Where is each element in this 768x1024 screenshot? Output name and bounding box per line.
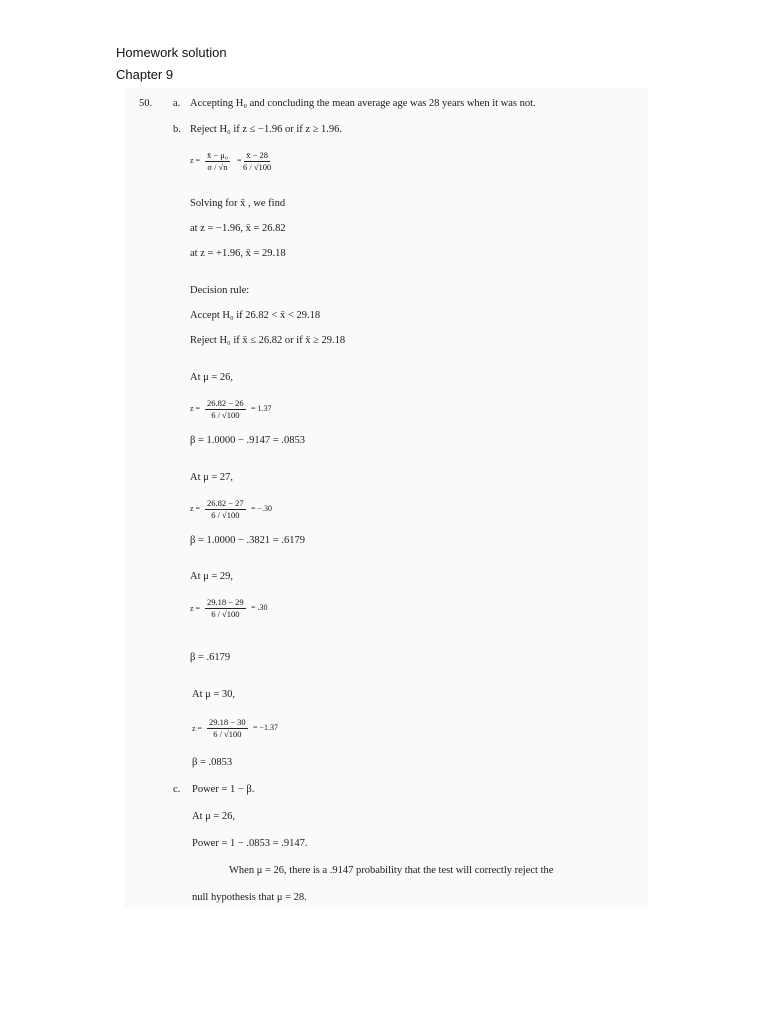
- critical-value-low: at z = −1.96, x̄ = 26.82: [190, 223, 286, 234]
- mu30-beta: β = .0853: [192, 757, 233, 768]
- fraction-numerator: 29.18 − 29: [207, 597, 244, 607]
- part-a-text: Accepting H₀ and concluding the mean average age was 28 years when it was not.: [190, 98, 536, 109]
- mu29-z-result: = .30: [251, 603, 268, 612]
- mu29-z-lhs: z =: [190, 604, 201, 613]
- fraction-denominator: σ / √n: [207, 162, 228, 172]
- power-interpretation-line2: null hypothesis that μ = 28.: [192, 892, 307, 903]
- part-b-label: b.: [173, 124, 181, 135]
- reject-rule: Reject H₀ if x̄ ≤ 26.82 or if x̄ ≥ 29.18: [190, 335, 346, 346]
- fraction-numerator: x̄ − 28: [246, 150, 269, 160]
- mu27-z-lhs: z =: [190, 504, 201, 513]
- mu26-z-result: = 1.37: [251, 404, 272, 413]
- part-a-label: a.: [173, 98, 181, 109]
- fraction-numerator: x̄ − μ₀: [207, 150, 228, 160]
- power-at-mu: At μ = 26,: [192, 811, 236, 822]
- accept-rule: Accept H₀ if 26.82 < x̄ < 29.18: [190, 310, 321, 321]
- fraction-denominator: 6 / √100: [243, 162, 272, 172]
- mu27-beta: β = 1.0000 − .3821 = .6179: [190, 535, 305, 546]
- fraction-numerator: 26.82 − 27: [207, 498, 244, 508]
- mu30-heading: At μ = 30,: [192, 689, 236, 700]
- mu27-z-fraction: [205, 498, 246, 521]
- mu29-beta: β = .6179: [190, 652, 231, 663]
- mu30-z-lhs: z =: [192, 724, 203, 733]
- mu27-heading: At μ = 27,: [190, 472, 234, 483]
- mu30-z-fraction: [207, 717, 248, 740]
- mu30-z-result: = −1.37: [253, 723, 279, 732]
- fraction-numerator: 26.82 − 26: [207, 398, 244, 408]
- decision-rule-heading: Decision rule:: [190, 285, 250, 296]
- mu27-z-result: = −.30: [251, 504, 273, 513]
- fraction-denominator: 6 / √100: [211, 410, 240, 420]
- z-formula-general: [205, 150, 230, 173]
- mu29-z-fraction: [205, 597, 246, 620]
- mu26-z-lhs: z =: [190, 404, 201, 413]
- part-c-label: c.: [173, 784, 181, 795]
- solving-text: Solving for x̄ , we find: [190, 198, 286, 209]
- mu26-beta: β = 1.0000 − .9147 = .0853: [190, 435, 305, 446]
- fraction-numerator: 29.18 − 30: [209, 717, 246, 727]
- z-formula-equals: =: [237, 156, 242, 165]
- fraction-denominator: 6 / √100: [213, 729, 242, 739]
- critical-value-high: at z = +1.96, x̄ = 29.18: [190, 248, 286, 259]
- power-calculation: Power = 1 − .0853 = .9147.: [192, 838, 308, 849]
- fraction-denominator: 6 / √100: [211, 609, 240, 619]
- fraction-denominator: 6 / √100: [211, 510, 240, 520]
- header-title: Homework solution: [116, 45, 227, 60]
- z-formula-lhs: z =: [190, 156, 201, 165]
- mu26-z-fraction: [205, 398, 246, 421]
- mu29-heading: At μ = 29,: [190, 571, 234, 582]
- reject-region-text: Reject H₀ if z ≤ −1.96 or if z ≥ 1.96.: [190, 124, 343, 135]
- header-chapter: Chapter 9: [116, 67, 174, 82]
- z-formula-specific: [243, 150, 271, 173]
- power-definition: Power = 1 − β.: [192, 784, 255, 795]
- problem-number: 50.: [139, 98, 153, 109]
- mu26-heading: At μ = 26,: [190, 372, 234, 383]
- power-interpretation-line1: When μ = 26, there is a .9147 probability that the test will correctly reject the: [229, 865, 554, 876]
